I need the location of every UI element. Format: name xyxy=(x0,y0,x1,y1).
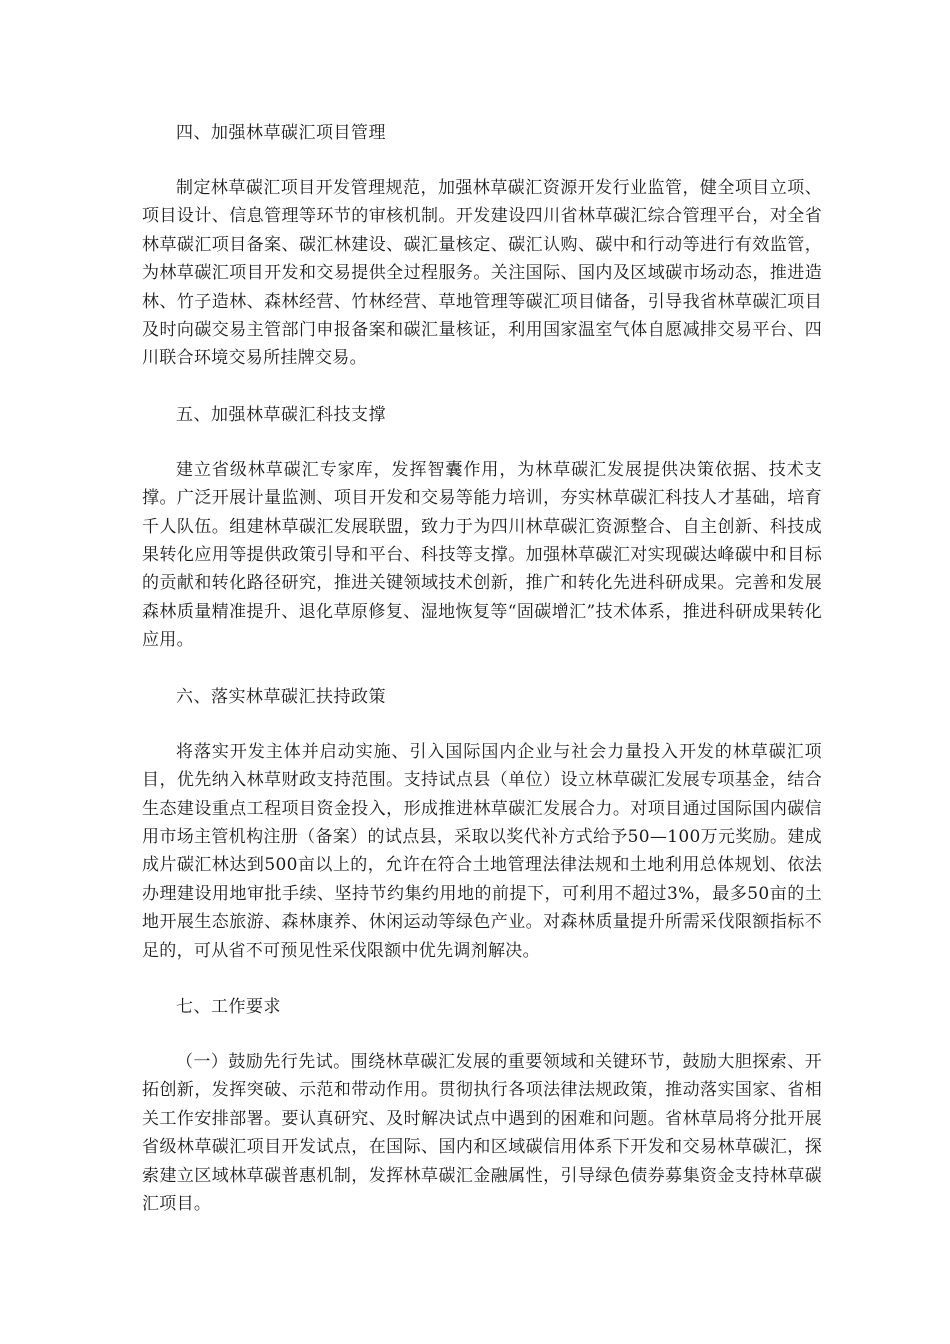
section-5-heading: 五、加强林草碳汇科技支撑 xyxy=(176,404,386,425)
section-5 xyxy=(142,400,822,682)
section-7-paragraph: （一）鼓励先行先试。围绕林草碳汇发展的重要领域和关键环节，鼓励大胆探索、开拓创新，发挥突破、示范和带动作用。贯彻执行各项法律法规政策，推动落实国家、省相关工作安排部署。要认真研究、及时解决试点中遇到的困难和问题。省林草局将分批开展省级林草碳汇项目开发试点，在国际、国内和区域碳信用体系下开发和交易林草碳汇，探索建立区域林草碳普惠机制，发挥林草碳汇金融属性，引导绿色债券募集资金支持林草碳汇项目。 xyxy=(142,1051,822,1214)
section-4 xyxy=(142,118,822,400)
section-7 xyxy=(142,992,822,1218)
section-7-heading: 七、工作要求 xyxy=(176,996,281,1017)
section-4-heading: 四、加强林草碳汇项目管理 xyxy=(176,123,386,143)
section-6-heading: 六、落实林草碳汇扶持政策 xyxy=(176,686,386,707)
document-page xyxy=(142,118,822,1218)
section-6 xyxy=(142,682,822,992)
section-4-paragraph: 制定林草碳汇项目开发管理规范，加强林草碳汇资源开发行业监管，健全项目立项、项目设计、信息管理等环节的审核机制。开发建设四川省林草碳汇综合管理平台，对全省林草碳汇项目备案、碳汇林建设、碳汇量核定、碳汇认购、碳中和行动等进行有效监管，为林草碳汇项目开发和交易提供全过程服务。关注国际、国内及区域碳市场动态，推进造林、竹子造林、森林经营、竹林经营、草地管理等碳汇项目储备，引导我省林草碳汇项目及时向碳交易主管部门申报备案和碳汇量核证，利用国家温室气体自愿减排交易平台、四川联合环境交易所挂牌交易。 xyxy=(142,178,822,369)
section-5-paragraph: 建立省级林草碳汇专家库，发挥智囊作用，为林草碳汇发展提供决策依据、技术支撑。广泛开展计量监测、项目开发和交易等能力培训，夯实林草碳汇科技人才基础，培育千人队伍。组建林草碳汇发展联盟，致力于为四川林草碳汇资源整合、自主创新、科技成果转化应用等提供政策引导和平台、科技等支撑。加强林草碳汇对实现碳达峰碳中和目标的贡献和转化路径研究，推进关键领域技术创新，推广和转化先进科研成果。完善和发展森林质量精准提升、退化草原修复、湿地恢复等“固碳增汇”技术体系，推进科研成果转化应用。 xyxy=(142,459,822,651)
section-6-paragraph: 将落实开发主体并启动实施、引入国际国内企业与社会力量投入开发的林草碳汇项目，优先纳入林草财政支持范围。支持试点县（单位）设立林草碳汇发展专项基金，结合生态建设重点工程项目资金投入，形成推进林草碳汇发展合力。对项目通过国际国内碳信用市场主管机构注册（备案）的试点县，采取以奖代补方式给予50—100万元奖励。建成成片碳汇林达到500亩以上的，允许在符合土地管理法律法规和土地利用总体规划、依法办理建设用地审批手续、坚持节约集约用地的前提下，可利用不超过3%，最多50亩的土地开展生态旅游、森林康养、休闲运动等绿色产业。对森林质量提升所需采伐限额指标不足的，可从省不可预见性采伐限额中优先调剂解决。 xyxy=(142,741,822,961)
